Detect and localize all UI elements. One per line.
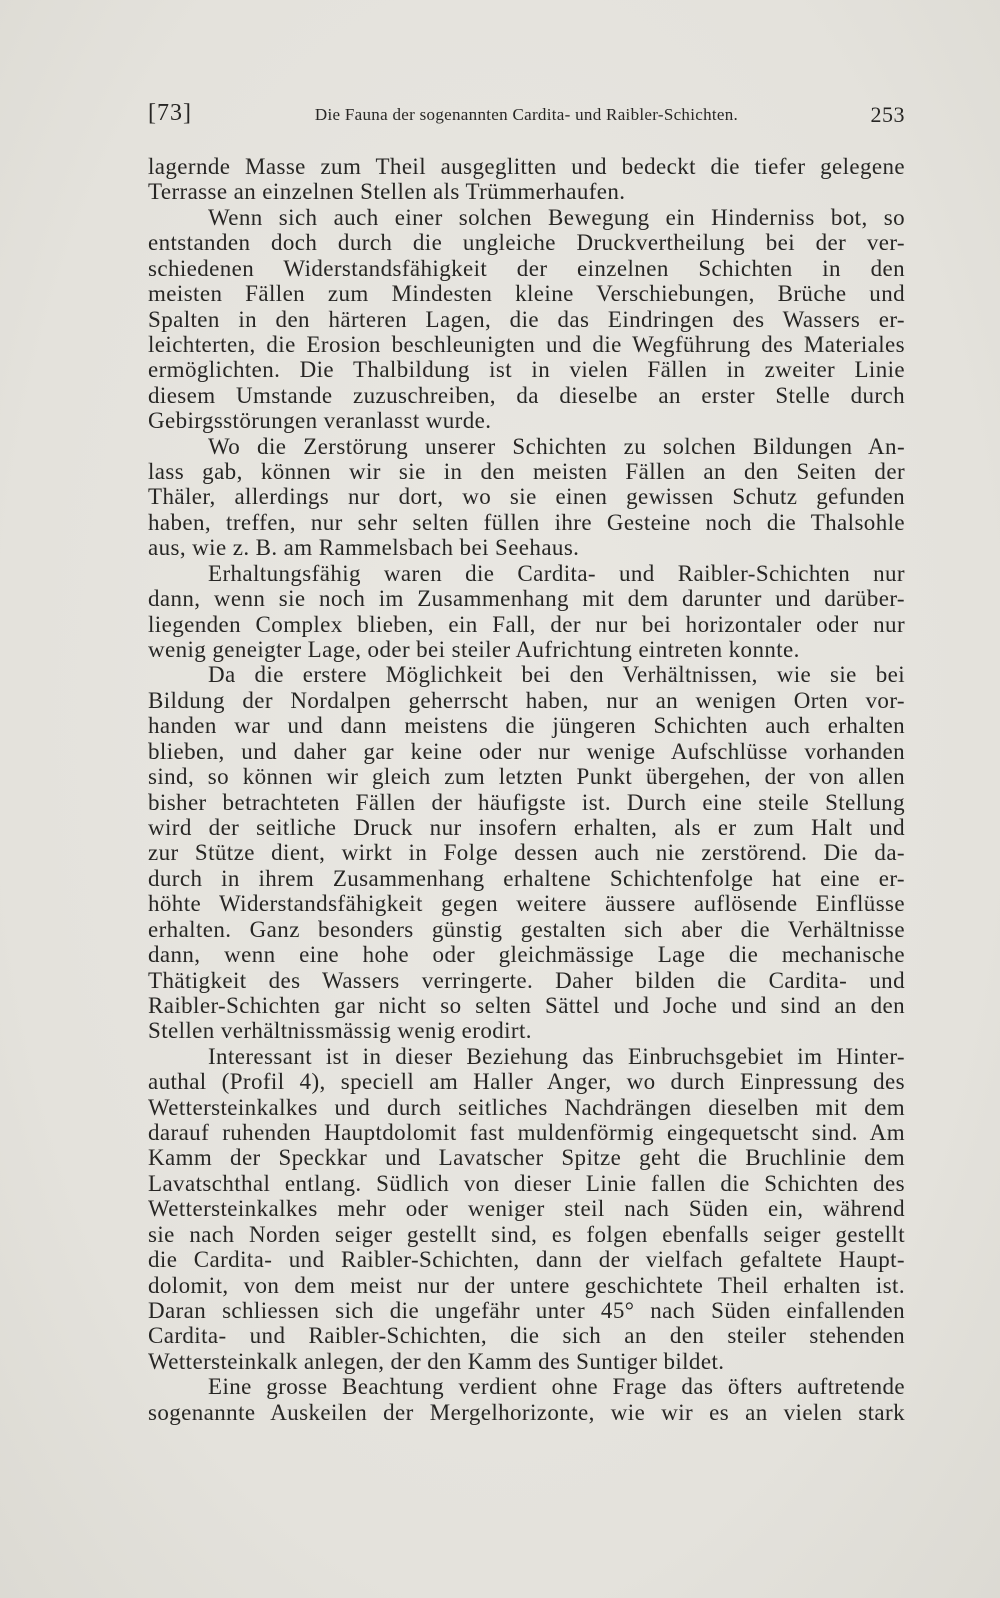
text-line: Cardita- und Raibler-Schichten, die sich an den steiler stehenden	[148, 1323, 905, 1349]
text-line: erhalten. Ganz besonders günstig gestalten sich aber die Verhältnisse	[148, 916, 905, 942]
page-number: 253	[870, 102, 905, 127]
page-reference-number: [73]	[148, 100, 192, 126]
text-line: Gebirgsstörungen veranlasst wurde.	[148, 408, 492, 434]
text-line: dann, wenn sie noch im Zusammenhang mit dem darunter und darüber-	[148, 586, 905, 612]
paragraph	[148, 662, 905, 1043]
text-line: Thäler, allerdings nur dort, wo sie einen gewissen Schutz gefunden	[148, 484, 905, 510]
text-line: höhte Widerstandsfähigkeit gegen weitere äussere auflösende Einflüsse	[148, 891, 905, 917]
text-line: Raibler-Schichten gar nicht so selten Sättel und Joche und sind an den	[148, 992, 905, 1018]
text-line: Daran schliessen sich die ungefähr unter 45° nach Süden einfallenden	[148, 1297, 905, 1323]
text-line: sie nach Norden seiger gestellt sind, es folgen ebenfalls seiger gestellt	[148, 1221, 905, 1247]
body-text	[148, 154, 905, 1425]
text-line: sind, so können wir gleich zum letzten Punkt übergehen, der von allen	[148, 764, 905, 790]
text-line: Wettersteinkalkes mehr oder weniger steil nach Süden ein, während	[148, 1196, 905, 1222]
text-line: sogenannte Auskeilen der Mergelhorizonte, wie wir es an vielen stark	[148, 1399, 905, 1425]
text-line: Wettersteinkalkes und durch seitliches Nachdrängen dieselben mit dem	[148, 1094, 905, 1120]
text-line: lass gab, können wir sie in den meisten Fällen an den Seiten der	[148, 459, 905, 485]
paragraph	[148, 1044, 905, 1374]
text-line: entstanden doch durch die ungleiche Druckvertheilung bei der ver-	[148, 230, 905, 256]
paragraph	[148, 561, 905, 663]
text-line: lagernde Masse zum Theil ausgeglitten und bedeckt die tiefer gelegene	[148, 154, 905, 179]
text-line: durch in ihrem Zusammenhang erhaltene Schichtenfolge hat eine er-	[148, 865, 905, 891]
text-line: Interessant ist in dieser Beziehung das Einbruchsgebiet im Hinter-	[208, 1043, 905, 1069]
text-line: zur Stütze dient, wirkt in Folge dessen auch nie zerstörend. Die da-	[148, 840, 905, 866]
text-line: haben, treffen, nur sehr selten füllen ihre Gesteine noch die Thalsohle	[148, 509, 905, 535]
text-line: Kamm der Speckkar und Lavatscher Spitze geht die Bruchlinie dem	[148, 1145, 905, 1171]
text-line: wird der seitliche Druck nur insofern erhalten, als er zum Halt und	[148, 814, 905, 840]
text-line: leichterten, die Erosion beschleunigten und die Wegführung des Materiales	[148, 331, 905, 357]
text-line: Stellen verhältnissmässig wenig erodirt.	[148, 1018, 532, 1044]
text-line: ermöglichten. Die Thalbildung ist in vielen Fällen in zweiter Linie	[148, 357, 905, 383]
running-title: Die Fauna der sogenannten Cardita- und Raibler-Schichten.	[314, 105, 739, 124]
text-line: Da die erstere Möglichkeit bei den Verhältnissen, wie sie bei	[208, 662, 905, 688]
text-line: liegenden Complex blieben, ein Fall, der nur bei horizontaler oder nur	[148, 611, 905, 637]
paragraph	[148, 205, 905, 434]
text-line: Wenn sich auch einer solchen Bewegung ein Hinderniss bot, so	[208, 204, 905, 230]
paragraph	[148, 434, 905, 561]
text-line: die Cardita- und Raibler-Schichten, dann der vielfach gefaltete Haupt-	[148, 1247, 905, 1273]
text-line: handen war und dann meistens die jüngeren Schichten auch erhalten	[148, 713, 905, 739]
text-line: darauf ruhenden Hauptdolomit fast muldenförmig eingequetscht sind. Am	[148, 1120, 905, 1146]
text-line: schiedenen Widerstandsfähigkeit der einzelnen Schichten in den	[148, 255, 905, 281]
text-line: Terrasse an einzelnen Stellen als Trümmerhaufen.	[148, 179, 626, 205]
text-line: Eine grosse Beachtung verdient ohne Frage das öfters auftretende	[208, 1374, 905, 1400]
text-line: dann, wenn eine hohe oder gleichmässige Lage die mechanische	[148, 942, 905, 968]
text-line: Spalten in den härteren Lagen, die das Eindringen des Wassers er-	[148, 306, 905, 332]
text-line: wenig geneigter Lage, oder bei steiler Aufrichtung eintreten konnte.	[148, 637, 800, 663]
text-line: aus, wie z. B. am Rammelsbach bei Seehaus.	[148, 535, 580, 561]
text-line: blieben, und daher gar keine oder nur wenige Aufschlüsse vorhanden	[148, 738, 905, 764]
text-line: Lavatschthal entlang. Südlich von dieser Linie fallen die Schichten des	[148, 1170, 905, 1196]
text-line: Bildung der Nordalpen geherrscht haben, nur an wenigen Orten vor-	[148, 687, 905, 713]
running-head	[148, 100, 905, 132]
text-line: Wettersteinkalk anlegen, der den Kamm des Suntiger bildet.	[148, 1348, 725, 1374]
text-line: Wo die Zerstörung unserer Schichten zu solchen Bildungen An-	[208, 433, 905, 459]
paragraph	[148, 154, 905, 205]
paragraph	[148, 1374, 905, 1425]
text-line: meisten Fällen zum Mindesten kleine Verschiebungen, Brüche und	[148, 281, 905, 307]
text-line: diesem Umstande zuzuschreiben, da dieselbe an erster Stelle durch	[148, 382, 905, 408]
text-line: Erhaltungsfähig waren die Cardita- und Raibler-Schichten nur	[208, 560, 905, 586]
text-line: bisher betrachteten Fällen der häufigste ist. Durch eine steile Stellung	[148, 789, 905, 815]
text-line: dolomit, von dem meist nur der untere geschichtete Theil erhalten ist.	[148, 1272, 905, 1298]
text-line: authal (Profil 4), speciell am Haller Anger, wo durch Einpressung des	[148, 1069, 905, 1095]
text-line: Thätigkeit des Wassers verringerte. Daher bilden die Cardita- und	[148, 967, 905, 993]
